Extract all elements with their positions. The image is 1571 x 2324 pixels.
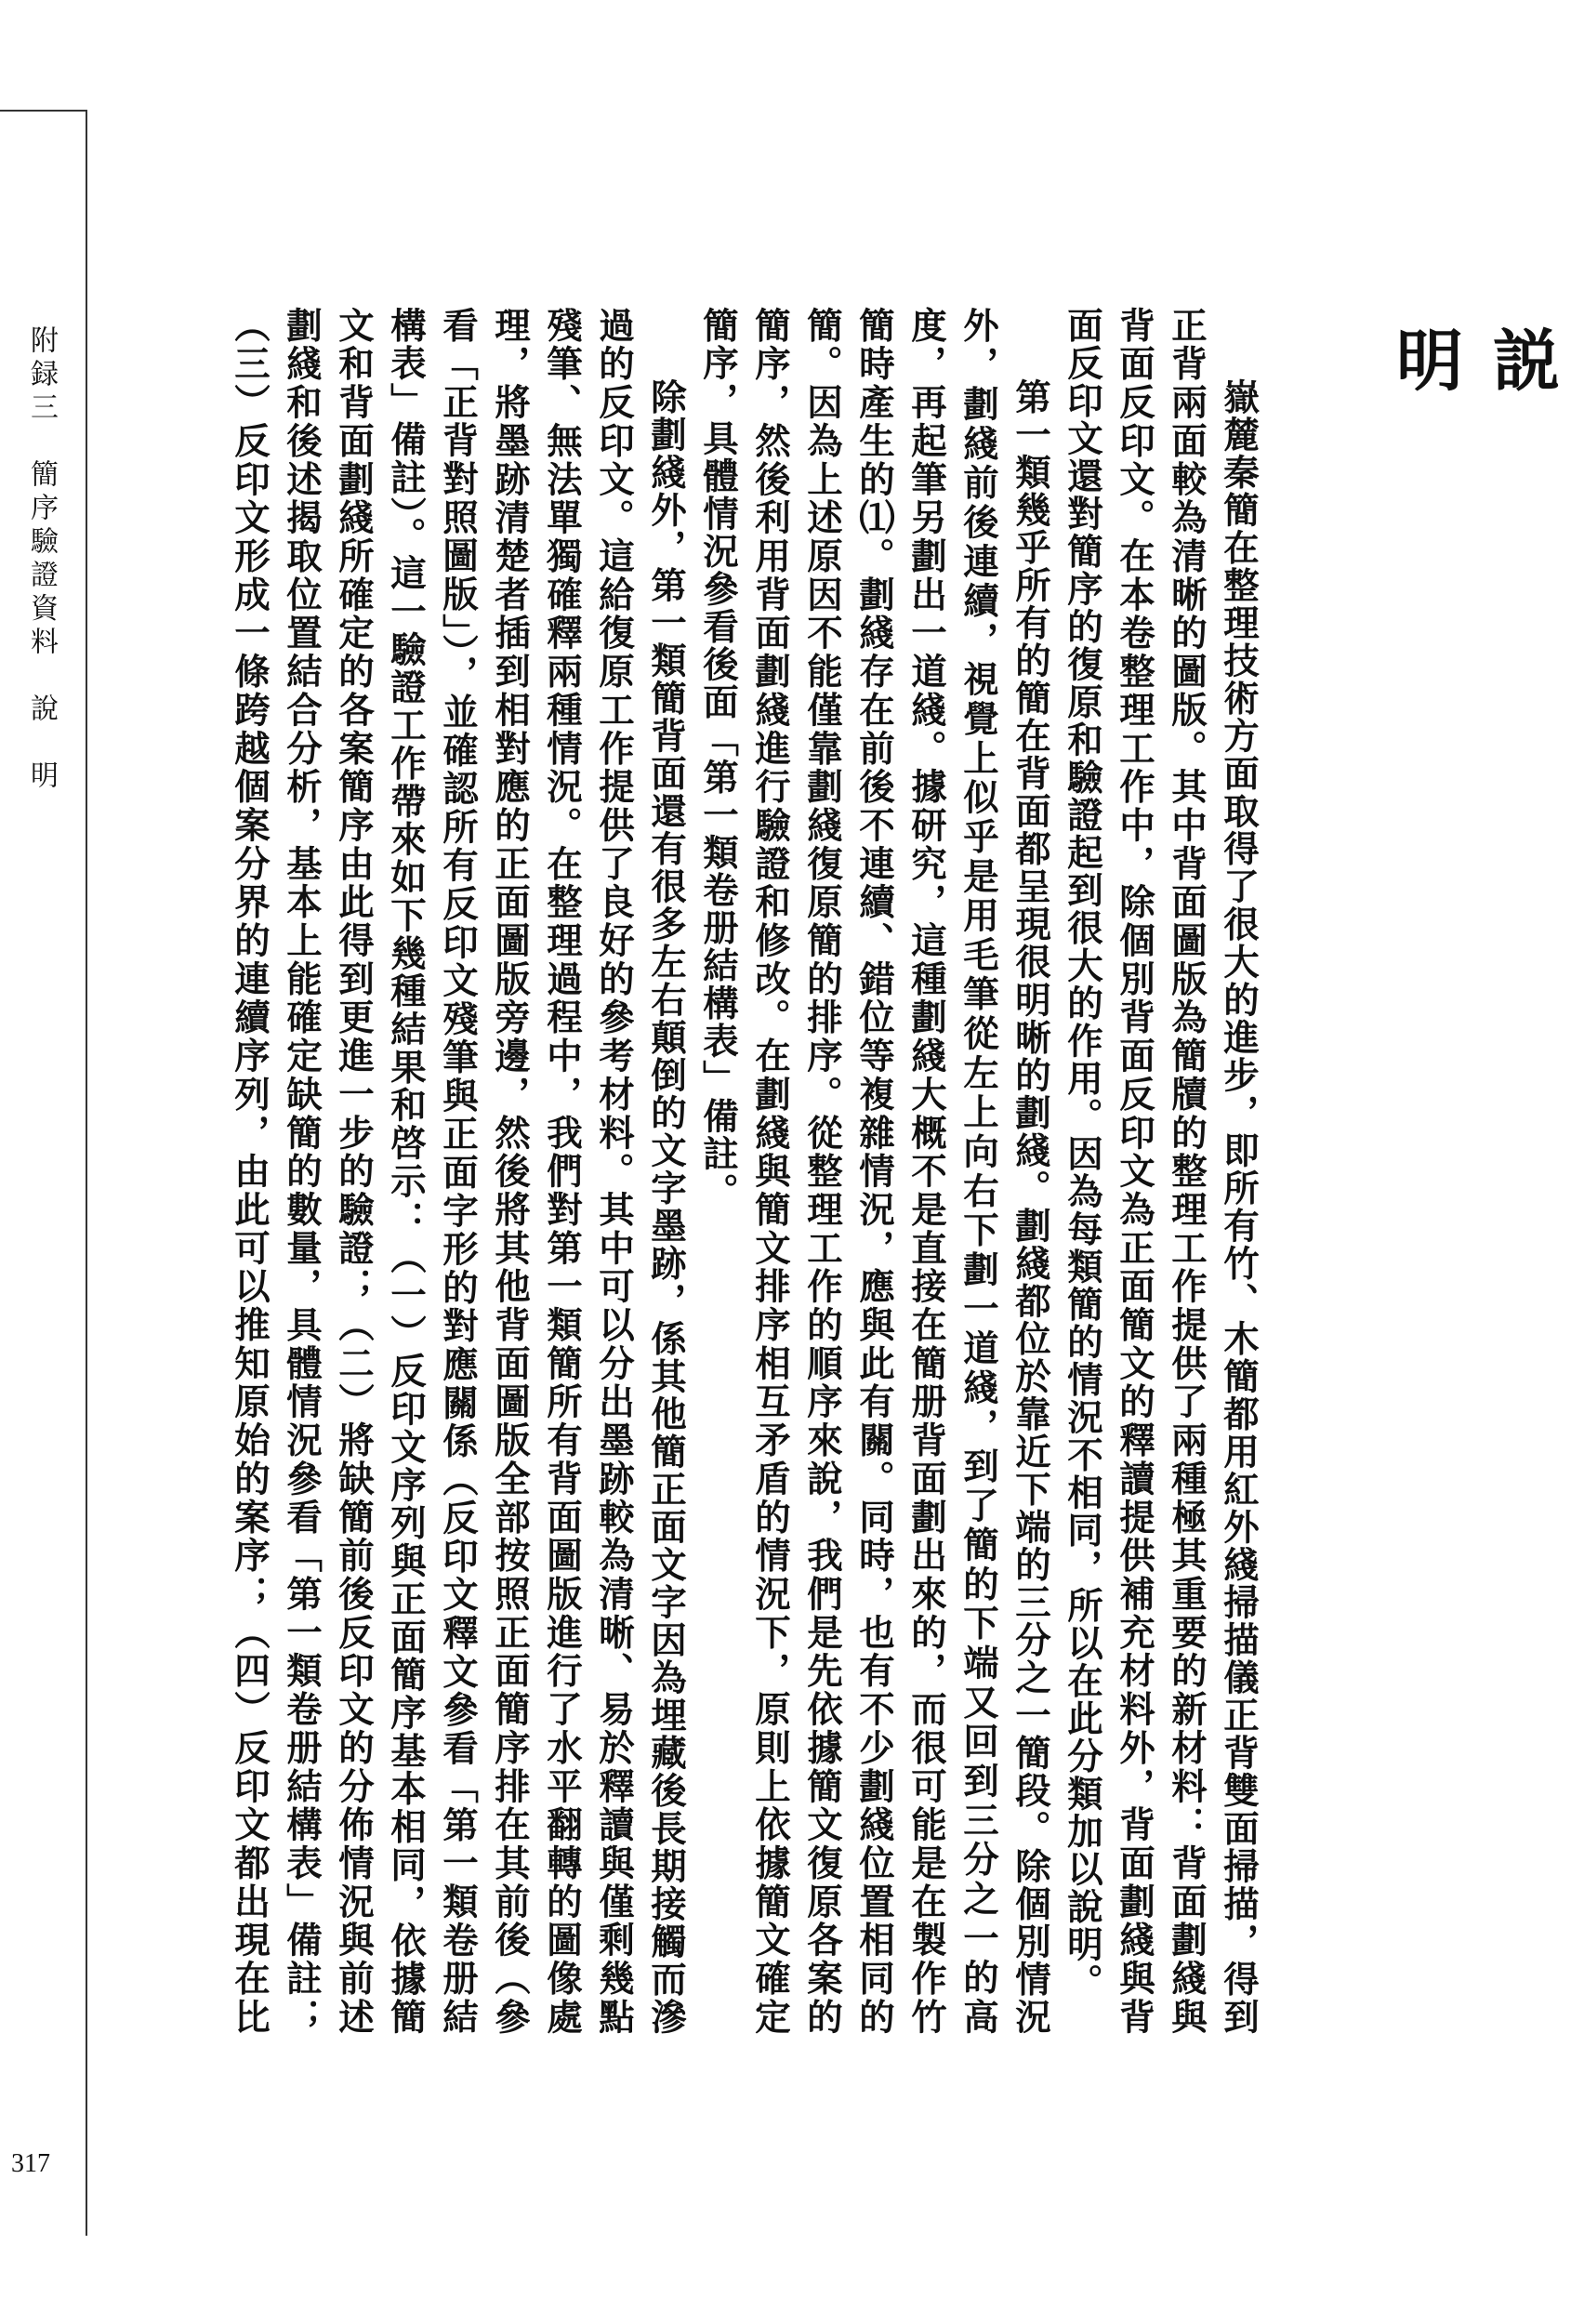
page-title: 説 明 [1385, 325, 1561, 571]
paragraph: 除劃綫外，第一類簡背面還有很多左右顛倒的文字墨跡，係其他簡正面文字因為埋藏後長期接觸而滲過的反印文。這給復原工作提供了良好的參考材料。其中可以分出墨跡較為清晰、易於釋讀與僅剩幾點殘筆、無法單獨確釋兩種情況。在整理過程中，我們對第一類簡所有背面圖版進行了水平翻轉的圖像處理，將墨跡清楚者插到相對應的正面圖版旁邊，然後將其他背面圖版全部按照正面簡序排在其前後（參看「正背對照圖版」），並確認所有反印文殘筆與正面字形的對應關係（反印文釋文參看「第一類卷册結構表」備註）。這一驗證工作帶來如下幾種結果和啓示：（一）反印文序列與正面簡序基本相同，依據簡文和背面劃綫所確定的各案簡序由此得到更進一步的驗證；（二）將缺簡前後反印文的分佈情況與前述劃綫和後述揭取位置結合分析，基本上能確定缺簡的數量，具體情況參看「第一類卷册結構表」備註；（三）反印文形成一條跨越個案分界的連續序列，由此可以推知原始的案序；（四）反印文都出現在比 [229, 307, 687, 2036]
paragraph: 嶽麓秦簡在整理技術方面取得了很大的進步，即所有竹、木簡都用紅外綫掃描儀正背雙面掃描，得到正背兩面較為清晰的圖版。其中背面圖版為簡牘的整理工作提供了兩種極其重要的新材料：背面劃綫與背面反印文。在本卷整理工作中，除個別背面反印文為正面簡文的釋讀提供補充材料外，背面劃綫與背面反印文還對簡序的復原和驗證起到很大的作用。因為每類簡的情況不相同，所以在此分類加以說明。 [1062, 307, 1260, 2036]
paragraph: 第一類幾乎所有的簡在背面都呈現很明晰的劃綫。劃綫都位於靠近下端的三分之一簡段。除個別情況外，劃綫前後連續，視覺上似乎是用毛筆從左上向右下劃一道綫，到了簡的下端又回到三分之一的高度，再起筆另劃出一道綫。據研究，這種劃綫大概不是直接在簡册背面劃出來的，而很可能是在製作竹簡時產生的⑴。劃綫存在前後不連續、錯位等複雜情況，應與此有關。同時，也有不少劃綫位置相同的簡。因為上述原因不能僅靠劃綫復原簡的排序。從整理工作的順序來說，我們是先依據簡文復原各案的簡序，然後利用背面劃綫進行驗證和修改。在劃綫與簡文排序相互矛盾的情況下，原則上依據簡文確定簡序，具體情況參看後面「第一類卷册結構表」備註。 [697, 307, 1051, 2036]
running-header: 附録三 簡序驗證資料 說 明 [25, 325, 58, 794]
page-number: 317 [11, 2149, 50, 2178]
body-text [223, 307, 1264, 2036]
